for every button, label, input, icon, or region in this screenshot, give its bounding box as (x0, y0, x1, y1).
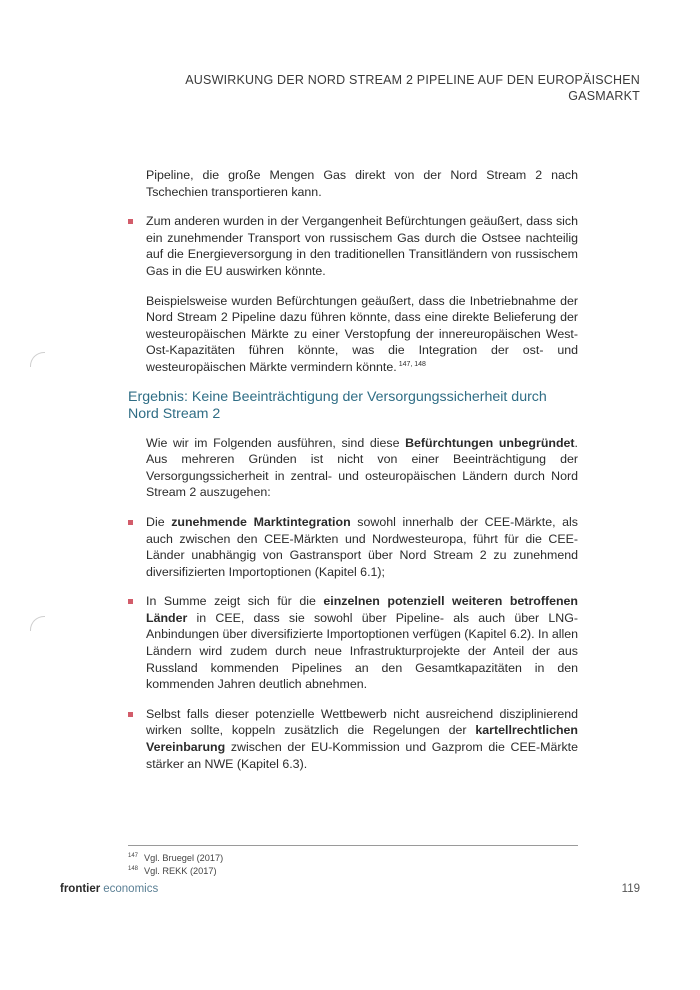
intro-text-post: . Aus mehreren Gründen ist nicht von einer Beeinträchtigung der Versorgungssicherheit in zentral- und osteuropäischen Ländern durch Nord Stream 2 auszugehen: (146, 435, 578, 500)
page-number: 119 (621, 883, 640, 895)
footnote-number: 148 (128, 865, 139, 872)
list-item (146, 213, 578, 279)
example-paragraph (146, 293, 578, 376)
bullet-text-bold: kartellrechtlichen Vereinbarung (146, 723, 578, 755)
bullet-marker (128, 712, 133, 717)
footnote-text: Vgl. Bruegel (2017) (144, 853, 224, 863)
list-item (146, 514, 578, 580)
bullet-text-bold: einzelnen potenziell weiteren betroffenen Länder (146, 594, 579, 625)
bullet-marker (128, 599, 133, 604)
bullet-text-pre: In Summe zeigt sich für die (146, 594, 324, 609)
bullet-text-post: in CEE, dass sie sowohl über Pipeline- als auch über LNG-Anbindungen über diversifizierte Importoptionen verfügen (Kapitel 6.2). In allen Ländern wird zudem durch neue Infrastrukturprojekte der Anteil der aus Russland kommenden Pipelines an den Gesamtkapazitäten in den kommenden Jahren deutlich abnehmen. (146, 610, 578, 692)
footnote (128, 852, 223, 865)
footer-brand-logo (60, 883, 158, 895)
bullet-marker (128, 520, 133, 525)
example-text: Beispielsweise wurden Befürchtungen geäußert, dass die Inbetriebnahme der Nord Stream 2 Pipeline dazu führen könnte, dass eine direkte Belieferung der westeuropäischen Märkte zu einer Verstopfung der innereuropäischen West-Ost-Kapazitäten führen könnte, was die Integration der ost- und westeuropäischen Märkte vermindern könnte. (146, 293, 578, 374)
list-item (146, 593, 578, 693)
footnote-reference: 147, 148 (398, 360, 426, 368)
punch-hole-mark (30, 616, 45, 631)
bullet-text-pre: Die (146, 514, 172, 529)
intro-text-pre: Wie wir im Folgenden ausführen, sind diese (146, 435, 406, 450)
continuation-paragraph: Pipeline, die große Mengen Gas direkt von der Nord Stream 2 nach Tschechien transportieren kann. (146, 168, 578, 199)
brand-name-rest: economics (103, 883, 159, 895)
punch-hole-mark (30, 352, 45, 367)
brand-name-bold: frontier (60, 883, 101, 895)
intro-paragraph (146, 435, 578, 501)
footnote-number: 147 (128, 852, 139, 859)
footnote-text: Vgl. REKK (2017) (144, 866, 217, 876)
bullet-text-post: zwischen der EU-Kommission und Gazprom die CEE-Märkte stärker an NWE (Kapitel 6.3). (146, 740, 578, 771)
header-line-2: GASMARKT (568, 89, 640, 103)
footnotes (128, 852, 223, 878)
bullet-text-bold: zunehmende Marktintegration (171, 514, 351, 529)
bullet-text-pre: Selbst falls dieser potenzielle Wettbewerb nicht ausreichend disziplinierend wirken sollte, koppeln zusätzlich die Regelungen der (146, 706, 578, 738)
footnote-divider (128, 845, 578, 846)
header-line-1: AUSWIRKUNG DER NORD STREAM 2 PIPELINE AUF DEN EUROPÄISCHEN (185, 73, 640, 87)
bullet-marker (128, 219, 133, 224)
list-item (146, 706, 578, 772)
bullet-text-post: sowohl innerhalb der CEE-Märkte, als auch zwischen den CEE-Märkten und Nordwesteuropa, führt für die CEE-Länder unabhängig von Gastransport über Nord Stream 2 zu zunehmend diversifizierten Importoptionen (Kapitel 6.1); (146, 514, 578, 579)
main-content (128, 167, 578, 785)
running-header (120, 72, 640, 104)
bullet-text: Zum anderen wurden in der Vergangenheit Befürchtungen geäußert, dass sich ein zunehmender Transport von russischem Gas durch die Ostsee nachteilig auf die Energieversorgung in den traditionellen Transitländern von russischem Gas in die EU auswirken könnte. (146, 214, 578, 278)
intro-text-bold: Befürchtungen unbegründet (405, 435, 575, 450)
section-heading: Ergebnis: Keine Beeinträchtigung der Versorgungssicherheit durch Nord Stream 2 (128, 388, 547, 422)
footnote (128, 865, 223, 878)
